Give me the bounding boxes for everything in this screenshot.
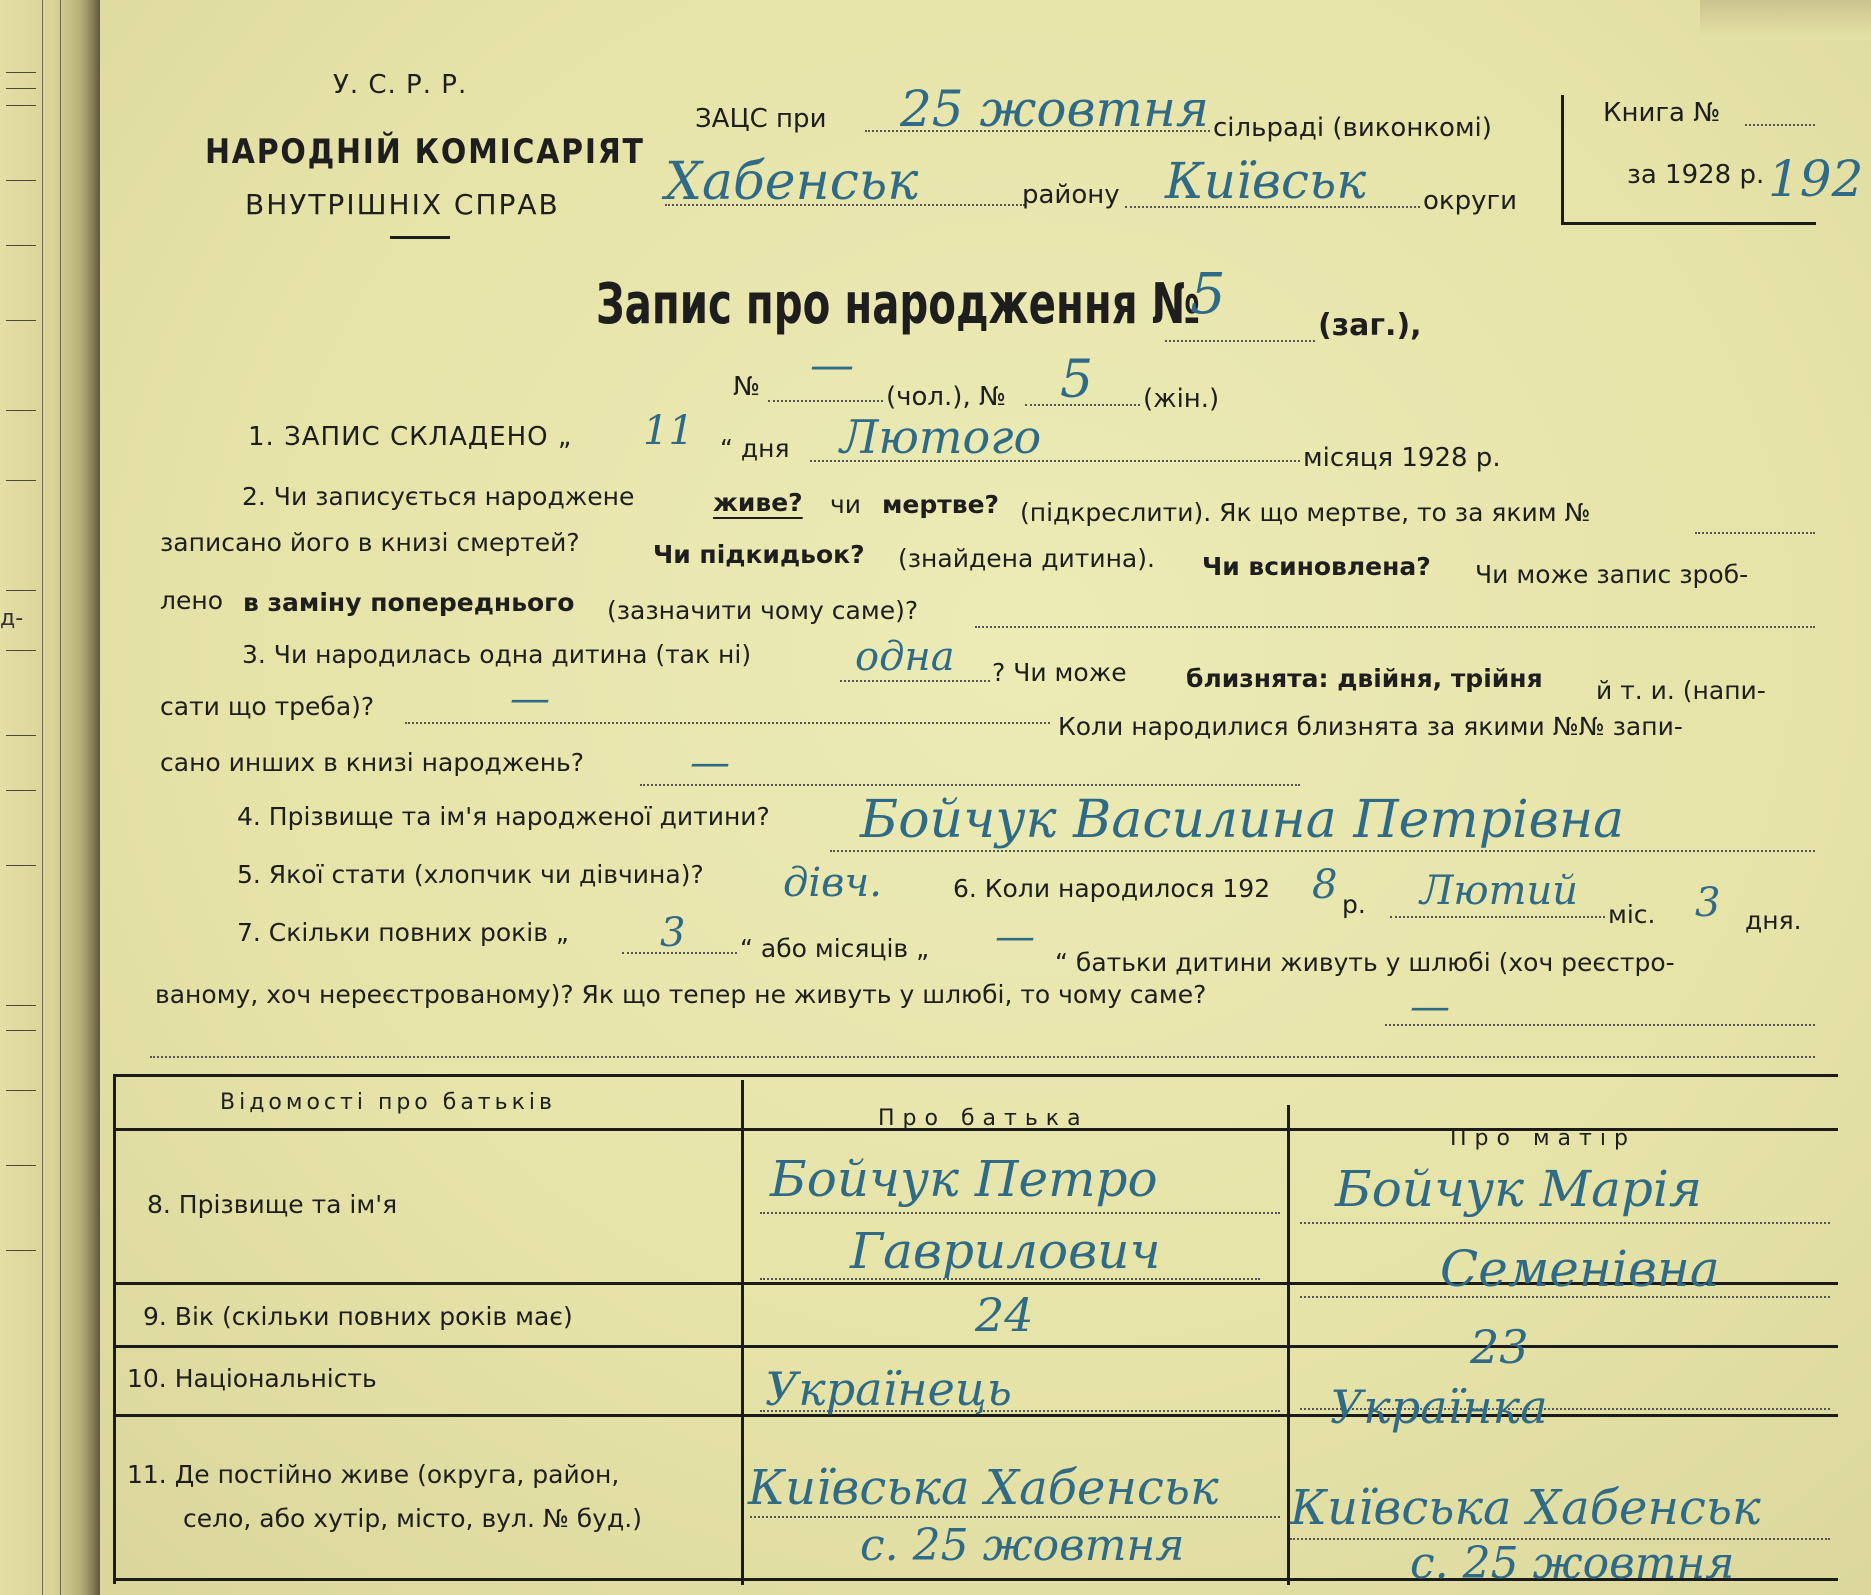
q2-f: лено <box>160 586 224 615</box>
q3-dash-2: — <box>690 740 730 786</box>
q7-d: ваному, хоч нереєстрованому)? Як що тепер не живуть у шлюбі, то чому саме? <box>155 980 1207 1009</box>
header-rule <box>390 236 450 239</box>
okrugi-label: округи <box>1423 186 1518 216</box>
father-name-handwritten-2: Гаврилович <box>850 1222 1161 1280</box>
father-name-handwritten-1: Бойчук Петро <box>770 1150 1158 1208</box>
q7-months-handwritten: — <box>995 914 1035 960</box>
female-label: (жін.) <box>1143 384 1220 414</box>
selradi-label: сільраді (виконкомі) <box>1213 113 1492 143</box>
q2-dead: мертве? <box>882 490 1000 519</box>
q6-month-label: міс. <box>1608 900 1656 929</box>
record-title: Запис про народження № <box>596 272 1201 337</box>
okruga-handwritten: Київськ <box>1165 152 1367 210</box>
father-residence-handwritten-1: Київська Хабенськ <box>748 1460 1219 1516</box>
q1-month-handwritten: Лютого <box>840 410 1042 464</box>
q7-years-handwritten: 3 <box>660 910 686 956</box>
q6-month-handwritten: Лютий <box>1420 868 1579 914</box>
q2-b: (підкреслити). Як що мертве, то за яким № <box>1020 498 1591 527</box>
table-header-info: Відомості про батьків <box>220 1090 556 1115</box>
q7-c: “ батьки дитини живуть у шлюбі (хоч реєстро- <box>1055 948 1675 977</box>
q7-a: 7. Скільки повних років „ <box>237 918 569 947</box>
mother-nationality-handwritten: Українка <box>1330 1380 1548 1434</box>
q3-dash: — <box>510 676 550 722</box>
raionu-label: району <box>1022 180 1120 210</box>
row-residence-label-2: село, або хутір, місто, вул. № буд.) <box>183 1504 642 1533</box>
q3-c: й т. и. (напи- <box>1596 676 1766 705</box>
q6-r: р. <box>1342 890 1366 919</box>
q3-handwritten: одна <box>855 634 955 680</box>
q3-e: Коли народилися близнята за якими №№ запи- <box>1058 712 1683 741</box>
q4-label: 4. Прізвище та ім'я народженої дитини? <box>237 802 770 831</box>
q6-day-handwritten: 3 <box>1695 880 1721 926</box>
row-residence-label-1: 11. Де постійно живе (округа, район, <box>127 1460 620 1489</box>
q3-b: ? Чи може <box>992 658 1127 687</box>
record-suffix: (заг.), <box>1318 308 1422 343</box>
internal-affairs-label: ВНУТРІШНІХ СПРАВ <box>245 188 560 221</box>
q3-d: сати що треба)? <box>160 692 375 721</box>
record-number-handwritten: 5 <box>1190 262 1226 327</box>
q3-f: сано инших в книзі народжень? <box>160 748 585 777</box>
table-header-mother: Про матір <box>1450 1126 1636 1151</box>
father-age-handwritten: 24 <box>975 1288 1034 1342</box>
commissariat-title: НАРОДНІЙ КОМІСАРІЯТ <box>205 132 645 172</box>
number-sign: № <box>733 372 761 402</box>
q1-label: 1. ЗАПИС СКЛАДЕНО „ <box>248 422 573 452</box>
q2-d: (знайдена дитина). <box>898 544 1155 573</box>
zags-handwritten: 25 жовтня <box>900 80 1210 138</box>
q1-day-handwritten: 11 <box>643 408 694 454</box>
q3-twins: близнята: двійня, трійня <box>1186 664 1543 693</box>
q2-replacement: в заміну попереднього <box>243 588 575 617</box>
father-residence-handwritten-2: с. 25 жовтня <box>860 1520 1185 1571</box>
q2-foundling: Чи підкидьок? <box>653 540 865 569</box>
q2-e: Чи може запис зроб- <box>1475 560 1749 589</box>
q6-day-label: дня. <box>1745 906 1802 935</box>
book-number-handwritten: 192 <box>1768 150 1864 208</box>
q2-g: (зазначити чому саме)? <box>607 596 919 625</box>
mother-residence-handwritten-2: с. 25 жовтня <box>1410 1538 1735 1589</box>
ussr-label: У. С. Р. Р. <box>333 70 468 100</box>
father-nationality-handwritten: Українець <box>765 1362 1012 1416</box>
mother-age-handwritten: 23 <box>1470 1320 1529 1374</box>
spine-fragment: д- <box>0 606 24 631</box>
book-label: Книга № <box>1603 98 1721 128</box>
q1-tail: місяця 1928 р. <box>1303 443 1501 473</box>
row-name-label: 8. Прізвище та ім'я <box>147 1190 398 1219</box>
q7-dash: — <box>1410 984 1450 1030</box>
child-name-handwritten: Бойчук Василина Петрівна <box>860 790 1625 850</box>
q2-adopted: Чи всиновлена? <box>1202 552 1431 581</box>
table-header-father: Про батька <box>878 1106 1089 1131</box>
q2-or: чи <box>830 490 862 519</box>
female-count-handwritten: 5 <box>1060 350 1094 410</box>
q6-year-handwritten: 8 <box>1312 862 1338 908</box>
q1-day-label: “ дня <box>720 434 790 463</box>
row-nationality-label: 10. Національність <box>127 1364 377 1393</box>
male-count-handwritten: — <box>810 340 854 391</box>
mother-residence-handwritten-1: Київська Хабенськ <box>1290 1480 1761 1536</box>
q2-a: 2. Чи записується народжене <box>242 482 635 511</box>
book-year: за 1928 р. <box>1627 160 1765 190</box>
mother-name-handwritten-1: Бойчук Марія <box>1335 1160 1703 1218</box>
q5-handwritten: дівч. <box>783 860 883 906</box>
q5-label: 5. Якої стати (хлопчик чи дівчина)? <box>237 860 704 889</box>
row-age-label: 9. Вік (скільки повних років має) <box>143 1302 573 1331</box>
q6-label: 6. Коли народилося 192 <box>953 874 1271 903</box>
zags-prefix: ЗАЦС при <box>695 104 827 134</box>
mother-name-handwritten-2: Семенівна <box>1440 1240 1720 1298</box>
q3-a: 3. Чи народилась одна дитина (так ні) <box>242 640 752 669</box>
binding-edge <box>0 0 100 1595</box>
q7-b: “ або місяців „ <box>740 934 930 963</box>
male-label: (чол.), № <box>886 382 1007 412</box>
q2-alive-underlined: живе? <box>713 488 803 517</box>
raion-handwritten: Хабенськ <box>665 152 919 212</box>
q2-c: записано його в книзі смертей? <box>160 528 580 557</box>
